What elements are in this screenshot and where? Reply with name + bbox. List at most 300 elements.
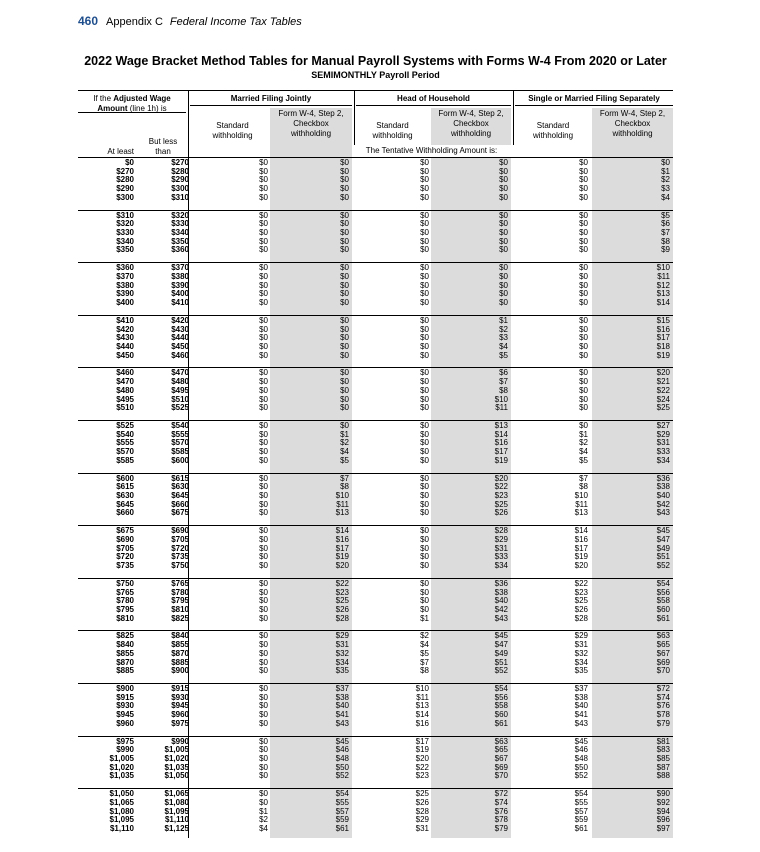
table-cell: $0 bbox=[420, 403, 429, 413]
at-least-cells bbox=[78, 422, 134, 466]
table-cell: $0 bbox=[340, 280, 349, 290]
table-cell: $0 bbox=[579, 158, 588, 167]
table-cell: $17 bbox=[656, 333, 670, 343]
table-cell: $0 bbox=[420, 333, 429, 343]
table-cell: $0 bbox=[259, 526, 268, 536]
table-cell: $1,080 bbox=[109, 806, 134, 816]
table-cell: $36 bbox=[494, 578, 508, 588]
table-cell: $0 bbox=[579, 298, 588, 307]
table-cell: $2 bbox=[661, 175, 670, 185]
table-cell: $780 bbox=[171, 587, 189, 597]
table-cell: $450 bbox=[171, 341, 189, 351]
table-cell: $2 bbox=[420, 631, 429, 641]
table-cell: $23 bbox=[494, 491, 508, 500]
table-cell: $69 bbox=[494, 762, 508, 772]
table-cell: $0 bbox=[579, 263, 588, 273]
table-cell: $4 bbox=[420, 640, 429, 650]
table-cell: $0 bbox=[579, 394, 588, 404]
mfj-checkbox-cells bbox=[289, 738, 349, 782]
table-cell: $0 bbox=[420, 298, 429, 307]
table-cell: $0 bbox=[420, 350, 429, 360]
hoh-checkbox-cells bbox=[448, 738, 508, 782]
table-cell: $7 bbox=[661, 228, 670, 237]
table-cell: $585 bbox=[116, 455, 134, 465]
table-cell: $31 bbox=[335, 640, 349, 650]
table-cell: $1,110 bbox=[164, 815, 189, 825]
table-cell: $675 bbox=[171, 508, 189, 518]
table-cell: $29 bbox=[574, 631, 588, 641]
table-cell: $0 bbox=[420, 508, 429, 518]
table-cell: $90 bbox=[656, 789, 670, 799]
table-cell: $885 bbox=[171, 657, 189, 667]
table-cell: $0 bbox=[259, 421, 268, 430]
single-checkbox-header: Form W-4, Step 2, Checkbox withholding bbox=[599, 109, 666, 138]
table-cell: $0 bbox=[259, 289, 268, 299]
table-cell: $450 bbox=[116, 350, 134, 360]
group-mfj: Married Filing Jointly bbox=[230, 94, 312, 103]
table-cell: $29 bbox=[415, 815, 429, 825]
table-cell: $97 bbox=[656, 824, 670, 833]
table-cell: $38 bbox=[335, 692, 349, 702]
table-cell: $0 bbox=[579, 350, 588, 360]
table-cell: $17 bbox=[494, 447, 508, 457]
table-cell: $60 bbox=[656, 604, 670, 614]
table-cell: $0 bbox=[420, 491, 429, 500]
single-standard-cells bbox=[528, 685, 588, 729]
table-cell: $20 bbox=[494, 473, 508, 483]
table-cell: $370 bbox=[116, 271, 134, 281]
table-cell: $0 bbox=[420, 561, 429, 570]
table-cell: $0 bbox=[579, 184, 588, 194]
single-standard-cells bbox=[528, 264, 588, 308]
table-cell: $0 bbox=[259, 455, 268, 465]
table-cell: $0 bbox=[259, 403, 268, 413]
table-cell: $1 bbox=[420, 613, 429, 623]
hoh-standard-cells bbox=[369, 317, 429, 361]
table-cell: $0 bbox=[420, 280, 429, 290]
table-cell: $46 bbox=[574, 745, 588, 755]
table-cell: $495 bbox=[171, 385, 189, 395]
table-cell: $0 bbox=[420, 368, 429, 378]
mfj-standard-cells bbox=[208, 685, 268, 729]
table-cell: $0 bbox=[499, 245, 508, 255]
table-cell: $1,050 bbox=[164, 771, 189, 781]
table-cell: $825 bbox=[116, 631, 134, 641]
table-cell: $0 bbox=[661, 158, 670, 167]
table-cell: $70 bbox=[494, 771, 508, 781]
table-cell: $49 bbox=[494, 648, 508, 658]
table-cell: $390 bbox=[116, 289, 134, 299]
table-cell: $20 bbox=[656, 368, 670, 378]
single-checkbox-cells bbox=[610, 580, 670, 624]
table-cell: $0 bbox=[340, 184, 349, 194]
table-cell: $0 bbox=[259, 648, 268, 658]
table-cell: $410 bbox=[171, 298, 189, 307]
table-cell: $76 bbox=[656, 701, 670, 711]
hoh-checkbox-cells bbox=[448, 580, 508, 624]
table-cell: $3 bbox=[661, 184, 670, 194]
hoh-standard-cells bbox=[369, 738, 429, 782]
hoh-checkbox-cells bbox=[448, 264, 508, 308]
table-cell: $0 bbox=[259, 789, 268, 799]
table-cell: $430 bbox=[171, 324, 189, 334]
table-cell: $0 bbox=[340, 236, 349, 246]
table-cell: $2 bbox=[579, 438, 588, 448]
table-cell: $72 bbox=[494, 789, 508, 799]
table-cell: $78 bbox=[494, 815, 508, 825]
table-cell: $960 bbox=[116, 718, 134, 728]
table-cell: $19 bbox=[656, 350, 670, 360]
table-cell: $38 bbox=[656, 482, 670, 492]
table-cell: $11 bbox=[336, 499, 349, 509]
table-cell: $0 bbox=[259, 315, 268, 325]
table-cell: $735 bbox=[171, 552, 189, 562]
table-cell: $900 bbox=[116, 684, 134, 693]
table-cell: $40 bbox=[574, 701, 588, 711]
table-cell: $0 bbox=[340, 368, 349, 378]
table-cell: $65 bbox=[494, 745, 508, 755]
table-cell: $43 bbox=[494, 613, 508, 623]
table-cell: $0 bbox=[259, 684, 268, 693]
table-cell: $540 bbox=[171, 421, 189, 430]
table-cell: $19 bbox=[494, 455, 508, 465]
table-cell: $69 bbox=[656, 657, 670, 667]
but-less-than-cells bbox=[139, 264, 189, 308]
but-less-than-cells bbox=[139, 790, 189, 834]
header-top-rule bbox=[78, 90, 673, 91]
table-cell: $310 bbox=[116, 210, 134, 220]
table-cell: $55 bbox=[574, 797, 588, 807]
table-cell: $810 bbox=[116, 613, 134, 623]
single-standard-header: Standard withholding bbox=[532, 121, 574, 140]
hoh-checkbox-cells bbox=[448, 422, 508, 466]
mfj-checkbox-cells bbox=[289, 317, 349, 361]
table-cell: $10 bbox=[335, 491, 349, 500]
table-cell: $690 bbox=[171, 526, 189, 536]
hoh-standard-cells bbox=[369, 264, 429, 308]
table-cell: $57 bbox=[335, 806, 349, 816]
table-cell: $42 bbox=[494, 604, 508, 614]
hoh-checkbox-cells bbox=[448, 527, 508, 571]
hoh-checkbox-cells bbox=[448, 159, 508, 203]
at-least-cells bbox=[78, 475, 134, 519]
table-cell: $4 bbox=[259, 824, 268, 833]
table-cell: $0 bbox=[420, 192, 429, 202]
table-cell: $360 bbox=[116, 263, 134, 273]
hoh-checkbox-cells bbox=[448, 369, 508, 413]
table-cell: $0 bbox=[579, 228, 588, 237]
table-cell: $76 bbox=[494, 806, 508, 816]
table-cell: $17 bbox=[574, 543, 588, 553]
table-cell: $0 bbox=[125, 158, 134, 167]
table-cell: $26 bbox=[335, 604, 349, 614]
table-cell: $440 bbox=[171, 333, 189, 343]
table-cell: $18 bbox=[656, 341, 670, 351]
table-cell: $0 bbox=[499, 236, 508, 246]
table-cell: $74 bbox=[494, 797, 508, 807]
table-cell: $0 bbox=[340, 219, 349, 229]
table-cell: $0 bbox=[340, 324, 349, 334]
table-cell: $35 bbox=[335, 666, 349, 676]
table-cell: $0 bbox=[420, 447, 429, 457]
table-cell: $600 bbox=[171, 455, 189, 465]
table-cell: $320 bbox=[171, 210, 189, 220]
table-cell: $27 bbox=[656, 421, 670, 430]
table-cell: $0 bbox=[259, 438, 268, 448]
table-cell: $58 bbox=[656, 596, 670, 606]
table-cell: $0 bbox=[579, 385, 588, 395]
table-cell: $5 bbox=[499, 350, 508, 360]
table-cell: $990 bbox=[171, 736, 189, 746]
table-cell: $79 bbox=[656, 718, 670, 728]
table-cell: $0 bbox=[499, 263, 508, 273]
hoh-standard-cells bbox=[369, 369, 429, 413]
table-cell: $67 bbox=[494, 754, 508, 763]
table-cell: $22 bbox=[494, 482, 508, 492]
table-cell: $22 bbox=[656, 385, 670, 395]
table-cell: $0 bbox=[259, 271, 268, 281]
table-cell: $810 bbox=[171, 604, 189, 614]
table-cell: $33 bbox=[656, 447, 670, 457]
but-less-than-cells bbox=[139, 527, 189, 571]
table-cell: $0 bbox=[259, 745, 268, 755]
table-cell: $1 bbox=[259, 806, 268, 816]
table-cell: $975 bbox=[171, 718, 189, 728]
table-cell: $2 bbox=[340, 438, 349, 448]
hoh-standard-cells bbox=[369, 527, 429, 571]
table-cell: $0 bbox=[340, 350, 349, 360]
table-cell: $54 bbox=[574, 789, 588, 799]
mfj-checkbox-cells bbox=[289, 632, 349, 676]
table-cell: $26 bbox=[574, 604, 588, 614]
table-cell: $0 bbox=[259, 762, 268, 772]
table-cell: $470 bbox=[116, 377, 134, 387]
table-cell: $795 bbox=[116, 604, 134, 614]
table-cell: $12 bbox=[656, 280, 670, 290]
table-cell: $8 bbox=[499, 385, 508, 395]
table-subtitle: SEMIMONTHLY Payroll Period bbox=[311, 70, 440, 80]
table-cell: $290 bbox=[171, 175, 189, 185]
table-cell: $29 bbox=[494, 534, 508, 544]
table-cell: $0 bbox=[420, 482, 429, 492]
table-cell: $0 bbox=[340, 158, 349, 167]
table-cell: $6 bbox=[661, 219, 670, 229]
table-cell: $0 bbox=[420, 543, 429, 553]
table-cell: $0 bbox=[259, 219, 268, 229]
table-cell: $4 bbox=[579, 447, 588, 457]
table-cell: $750 bbox=[171, 561, 189, 570]
table-cell: $0 bbox=[499, 158, 508, 167]
table-cell: $0 bbox=[499, 219, 508, 229]
table-cell: $61 bbox=[574, 824, 588, 833]
table-cell: $14 bbox=[574, 526, 588, 536]
table-cell: $0 bbox=[259, 473, 268, 483]
single-checkbox-cells bbox=[610, 159, 670, 203]
table-cell: $70 bbox=[656, 666, 670, 676]
table-cell: $0 bbox=[259, 543, 268, 553]
table-cell: $0 bbox=[340, 245, 349, 255]
table-cell: $0 bbox=[420, 587, 429, 597]
mfj-checkbox-cells bbox=[289, 685, 349, 729]
table-cell: $47 bbox=[656, 534, 670, 544]
table-cell: $87 bbox=[656, 762, 670, 772]
table-cell: $42 bbox=[656, 499, 670, 509]
table-cell: $46 bbox=[335, 745, 349, 755]
table-cell: $21 bbox=[656, 377, 670, 387]
table-cell: $0 bbox=[499, 280, 508, 290]
group-underline-single bbox=[515, 105, 673, 106]
table-cell: $0 bbox=[579, 289, 588, 299]
table-cell: $0 bbox=[579, 210, 588, 220]
hoh-checkbox-cells bbox=[448, 317, 508, 361]
table-cell: $14 bbox=[335, 526, 349, 536]
table-cell: $22 bbox=[574, 578, 588, 588]
hoh-standard-cells bbox=[369, 685, 429, 729]
hoh-standard-cells bbox=[369, 212, 429, 256]
at-least-cells bbox=[78, 369, 134, 413]
table-cell: $0 bbox=[259, 604, 268, 614]
table-cell: $0 bbox=[499, 184, 508, 194]
table-cell: $1,095 bbox=[109, 815, 134, 825]
table-cell: $0 bbox=[420, 315, 429, 325]
table-cell: $720 bbox=[116, 552, 134, 562]
hoh-standard-cells bbox=[369, 632, 429, 676]
table-cell: $25 bbox=[415, 789, 429, 799]
table-cell: $1,065 bbox=[164, 789, 189, 799]
table-cell: $310 bbox=[171, 192, 189, 202]
table-cell: $270 bbox=[116, 166, 134, 176]
but-less-than-cells bbox=[139, 212, 189, 256]
at-least-cells bbox=[78, 632, 134, 676]
table-cell: $460 bbox=[171, 350, 189, 360]
table-cell: $0 bbox=[420, 184, 429, 194]
table-cell: $1,020 bbox=[109, 762, 134, 772]
table-cell: $0 bbox=[579, 219, 588, 229]
table-cell: $975 bbox=[116, 736, 134, 746]
table-cell: $0 bbox=[579, 368, 588, 378]
table-cell: $0 bbox=[499, 289, 508, 299]
table-cell: $0 bbox=[259, 578, 268, 588]
table-cell: $11 bbox=[495, 403, 508, 413]
table-cell: $88 bbox=[656, 771, 670, 781]
table-cell: $32 bbox=[574, 648, 588, 658]
at-least-cells bbox=[78, 212, 134, 256]
table-cell: $43 bbox=[574, 718, 588, 728]
at-least-header: At least bbox=[107, 147, 134, 156]
single-standard-cells bbox=[528, 369, 588, 413]
table-cell: $1,035 bbox=[109, 771, 134, 781]
single-checkbox-cells bbox=[610, 212, 670, 256]
table-cell: $900 bbox=[171, 666, 189, 676]
table-cell: $26 bbox=[415, 797, 429, 807]
hoh-checkbox-cells bbox=[448, 632, 508, 676]
table-cell: $13 bbox=[415, 701, 429, 711]
table-cell: $1,005 bbox=[109, 754, 134, 763]
table-cell: $0 bbox=[420, 271, 429, 281]
table-cell: $8 bbox=[420, 666, 429, 676]
hoh-checkbox-cells bbox=[448, 475, 508, 519]
table-cell: $0 bbox=[259, 324, 268, 334]
table-cell: $10 bbox=[415, 684, 429, 693]
table-cell: $55 bbox=[335, 797, 349, 807]
table-cell: $915 bbox=[116, 692, 134, 702]
table-cell: $660 bbox=[171, 499, 189, 509]
but-less-than-cells bbox=[139, 422, 189, 466]
table-cell: $0 bbox=[340, 385, 349, 395]
wage-amount-header: If the Adjusted Wage Amount (line 1h) is bbox=[93, 94, 171, 113]
table-cell: $0 bbox=[340, 271, 349, 281]
table-cell: $0 bbox=[259, 710, 268, 720]
single-checkbox-cells bbox=[610, 264, 670, 308]
table-cell: $52 bbox=[656, 561, 670, 570]
table-cell: $0 bbox=[340, 377, 349, 387]
at-least-cells bbox=[78, 738, 134, 782]
but-less-than-cells bbox=[139, 369, 189, 413]
table-cell: $480 bbox=[116, 385, 134, 395]
table-cell: $350 bbox=[116, 245, 134, 255]
mfj-standard-cells bbox=[208, 369, 268, 413]
table-cell: $0 bbox=[259, 350, 268, 360]
table-cell: $47 bbox=[494, 640, 508, 650]
table-cell: $840 bbox=[171, 631, 189, 641]
table-cell: $45 bbox=[335, 736, 349, 746]
table-cell: $1,050 bbox=[109, 789, 134, 799]
table-cell: $0 bbox=[499, 228, 508, 237]
table-cell: $26 bbox=[494, 508, 508, 518]
table-cell: $38 bbox=[574, 692, 588, 702]
table-cell: $0 bbox=[259, 499, 268, 509]
table-cell: $7 bbox=[420, 657, 429, 667]
table-cell: $0 bbox=[420, 245, 429, 255]
table-cell: $8 bbox=[579, 482, 588, 492]
table-cell: $0 bbox=[340, 333, 349, 343]
table-cell: $3 bbox=[499, 333, 508, 343]
table-cell: $79 bbox=[494, 824, 508, 833]
table-cell: $56 bbox=[494, 692, 508, 702]
table-cell: $45 bbox=[494, 631, 508, 641]
table-cell: $59 bbox=[335, 815, 349, 825]
table-cell: $31 bbox=[494, 543, 508, 553]
table-cell: $780 bbox=[116, 596, 134, 606]
table-cell: $83 bbox=[656, 745, 670, 755]
table-cell: $19 bbox=[574, 552, 588, 562]
table-cell: $11 bbox=[416, 692, 429, 702]
table-cell: $280 bbox=[171, 166, 189, 176]
table-cell: $825 bbox=[171, 613, 189, 623]
table-cell: $510 bbox=[171, 394, 189, 404]
table-cell: $0 bbox=[259, 236, 268, 246]
table-cell: $570 bbox=[116, 447, 134, 457]
table-cell: $350 bbox=[171, 236, 189, 246]
table-cell: $0 bbox=[340, 394, 349, 404]
table-cell: $37 bbox=[574, 684, 588, 693]
table-cell: $0 bbox=[259, 192, 268, 202]
table-cell: $525 bbox=[171, 403, 189, 413]
table-cell: $63 bbox=[494, 736, 508, 746]
table-cell: $50 bbox=[574, 762, 588, 772]
mfj-standard-cells bbox=[208, 212, 268, 256]
table-cell: $400 bbox=[116, 298, 134, 307]
table-cell: $0 bbox=[259, 298, 268, 307]
single-checkbox-cells bbox=[610, 475, 670, 519]
table-cell: $35 bbox=[574, 666, 588, 676]
table-cell: $29 bbox=[335, 631, 349, 641]
table-cell: $0 bbox=[420, 175, 429, 185]
single-standard-cells bbox=[528, 738, 588, 782]
table-cell: $34 bbox=[335, 657, 349, 667]
hoh-checkbox-cells bbox=[448, 212, 508, 256]
table-cell: $16 bbox=[656, 324, 670, 334]
